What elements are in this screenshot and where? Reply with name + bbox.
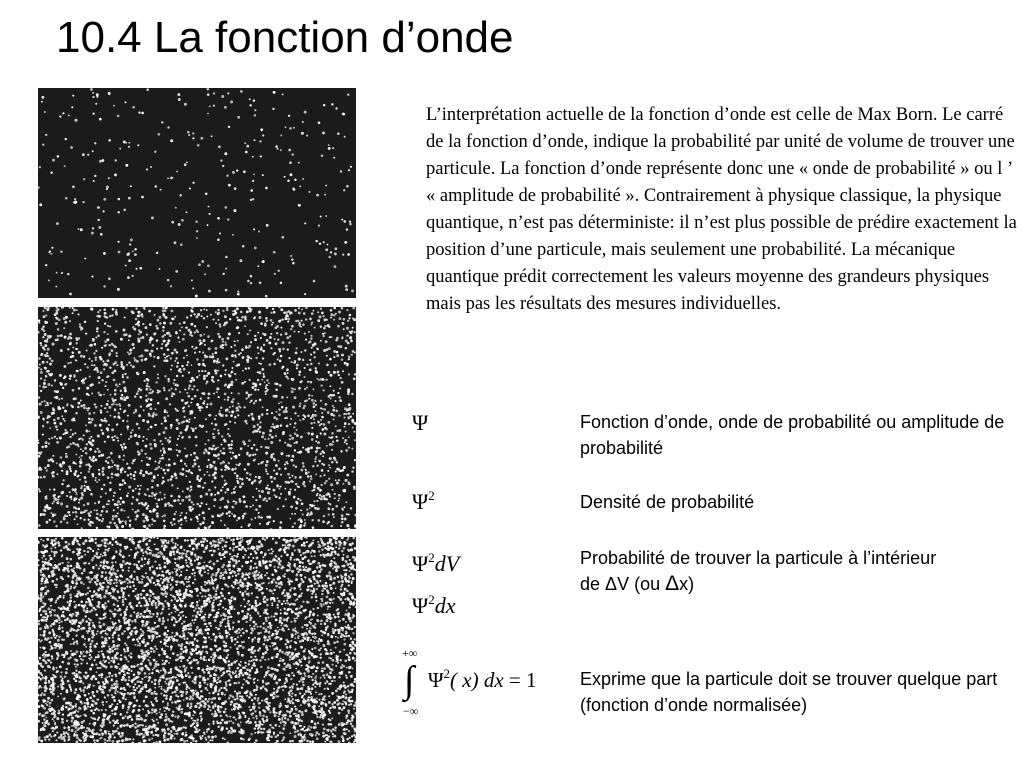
slide-title: 10.4 La fonction d’onde [56, 13, 514, 62]
normalization-description: Exprime que la particule doit se trouver quelque part (fonction d’onde normalisée) [580, 669, 998, 715]
psi-symbol: Ψ [412, 410, 429, 435]
particle-image-dense [38, 537, 356, 743]
particle-image-sparse [38, 88, 356, 298]
integral-expression: $\Psi^2$( x) dx = 1 [428, 666, 537, 692]
psi-squared-dv: $\Psi^2dV$ [412, 550, 460, 576]
explanation-paragraph: L’interprétation actuelle de la fonction d’onde est celle de Max Born. Le carré de la fonction d’onde, indique la probabilité par unité de volume de trouver une particule. La fonction d’onde représente donc une « onde de probabilité » ou l ’ « amplitude de probabilité ». Contrairement à physique classique, la physique quantique, n’est pas déterministe: il n’est plus possible de prédire exactement la position d’une particule, mais seulement une probabilité. La mécanique quantique prédit correctement les valeurs moyenne des grandeurs physiques mais pas les résultats des mesures individuelles. [426, 105, 1017, 314]
psi-description: Fonction d’onde, onde de probabilité ou amplitude de probabilité [580, 412, 1005, 458]
psi-squared-dx: $\Psi^2dx$ [412, 592, 456, 618]
particle-image-medium [38, 307, 356, 529]
psi-squared-symbol: $\Psi^2$ [412, 488, 435, 514]
integral-lower-limit: −∞ [403, 704, 419, 718]
integral-upper-limit: +∞ [402, 646, 418, 660]
integral-sign: ∫ [404, 659, 415, 701]
probability-description: Probabilité de trouver la particule à l’intérieur de ΔV (ou Δx) [580, 548, 937, 595]
density-description: Densité de probabilité [580, 492, 755, 512]
